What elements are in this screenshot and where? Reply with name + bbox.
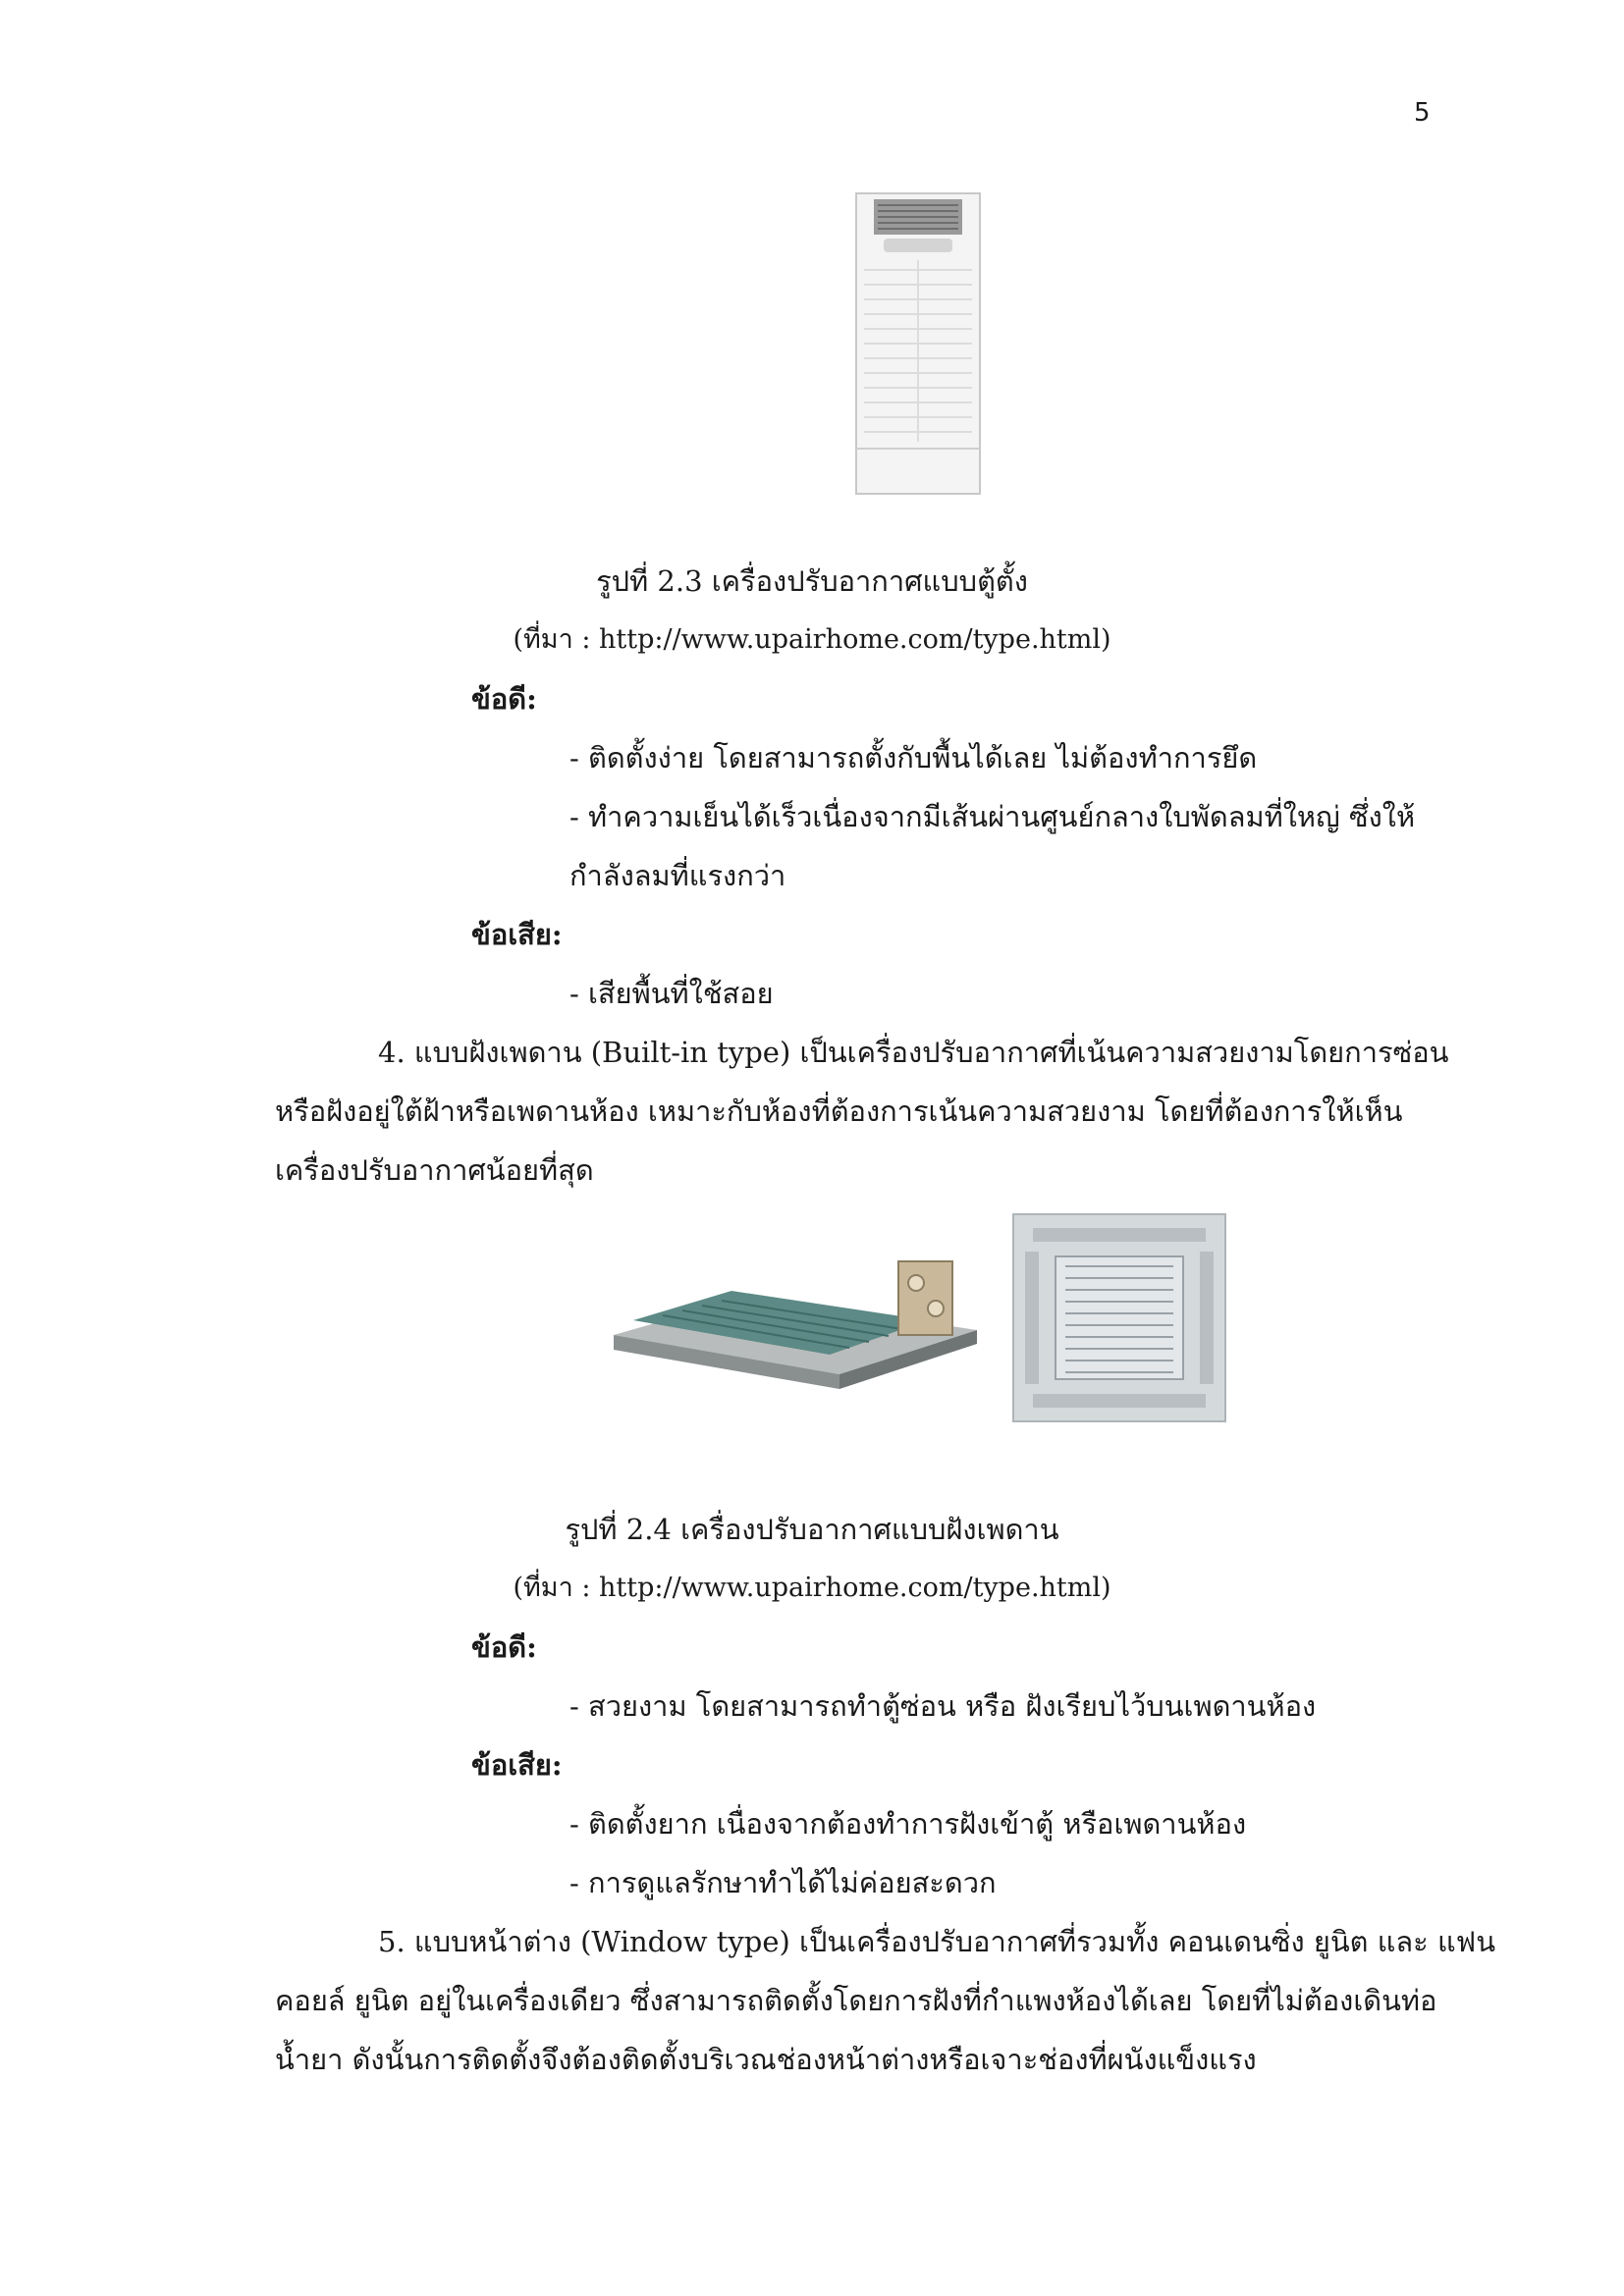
pros-item-2-3-1: - ติดตั้งง่าย โดยสามารถตั้งกับพื้นได้เลย ไม่ต้องทำการยึด — [569, 741, 1258, 774]
pros-item-2-3-2: - ทำความเย็นได้เร็วเนื่องจากมีเส้นผ่านศูนย์กลางใบพัดลมที่ใหญ่ ซึ่งให้ — [569, 800, 1416, 833]
paragraph-4-line-1: 4. แบบฝังเพดาน (Built-in type) เป็นเครื่องปรับอากาศที่เน้นความสวยงามโดยการซ่อน — [378, 1036, 1449, 1069]
cons-item-2-4-2: - การดูแลรักษาทำได้ไม่ค่อยสะดวก — [569, 1866, 997, 1899]
pros-heading-2-4: ข้อดี: — [471, 1630, 537, 1664]
cons-heading-2-3: ข้อเสีย: — [471, 918, 563, 951]
figure-2-4-source: (ที่มา : http://www.upairhome.com/type.html) — [513, 1573, 1111, 1603]
figure-2-4-caption: รูปที่ 2.4 เครื่องปรับอากาศแบบฝังเพดาน — [565, 1513, 1059, 1546]
paragraph-4-line-3: เครื่องปรับอากาศน้อยที่สุด — [275, 1153, 594, 1187]
cons-item-2-3-1: - เสียพื้นที่ใช้สอย — [569, 977, 774, 1010]
paragraph-4-line-2: หรือฝังอยู่ใต้ฝ้าหรือเพดานห้อง เหมาะกับห้องที่ต้องการเน้นความสวยงาม โดยที่ต้องการให้เห็น — [275, 1095, 1403, 1128]
page-number: 5 — [1414, 98, 1431, 128]
paragraph-5-line-2: คอยล์ ยูนิต อยู่ในเครื่องเดียว ซึ่งสามารถติดตั้งโดยการฝังที่กำแพงห้องได้เลย โดยที่ไม่ต้องเดินท่อ — [275, 1984, 1437, 2017]
ducted-ceiling-unit-image — [604, 1222, 982, 1394]
paragraph-5-line-1: 5. แบบหน้าต่าง (Window type) เป็นเครื่องปรับอากาศที่รวมทั้ง คอนเดนซิ่ง ยูนิต และ แฟน — [378, 1925, 1496, 1958]
figure-2-3-caption: รูปที่ 2.3 เครื่องปรับอากาศแบบตู้ตั้ง — [596, 564, 1028, 598]
cons-item-2-4-1: - ติดตั้งยาก เนื่องจากต้องทำการฝังเข้าตู้ หรือเพดานห้อง — [569, 1807, 1247, 1841]
ceiling-cassette-unit-image — [1011, 1212, 1227, 1423]
figure-2-3-source: (ที่มา : http://www.upairhome.com/type.html) — [513, 624, 1111, 655]
paragraph-5-line-3: น้ำยา ดังนั้นการติดตั้งจึงต้องติดตั้งบริเวณช่องหน้าต่างหรือเจาะช่องที่ผนังแข็งแรง — [275, 2043, 1257, 2076]
pros-item-2-4-1: - สวยงาม โดยสามารถทำตู้ซ่อน หรือ ฝังเรียบไว้บนเพดานห้อง — [569, 1689, 1317, 1723]
pros-heading-2-3: ข้อดี: — [471, 682, 537, 716]
pros-item-2-3-2-cont: กำลังลมที่แรงกว่า — [569, 859, 786, 892]
floor-standing-air-conditioner-image — [854, 191, 982, 496]
cons-heading-2-4: ข้อเสีย: — [471, 1748, 563, 1782]
